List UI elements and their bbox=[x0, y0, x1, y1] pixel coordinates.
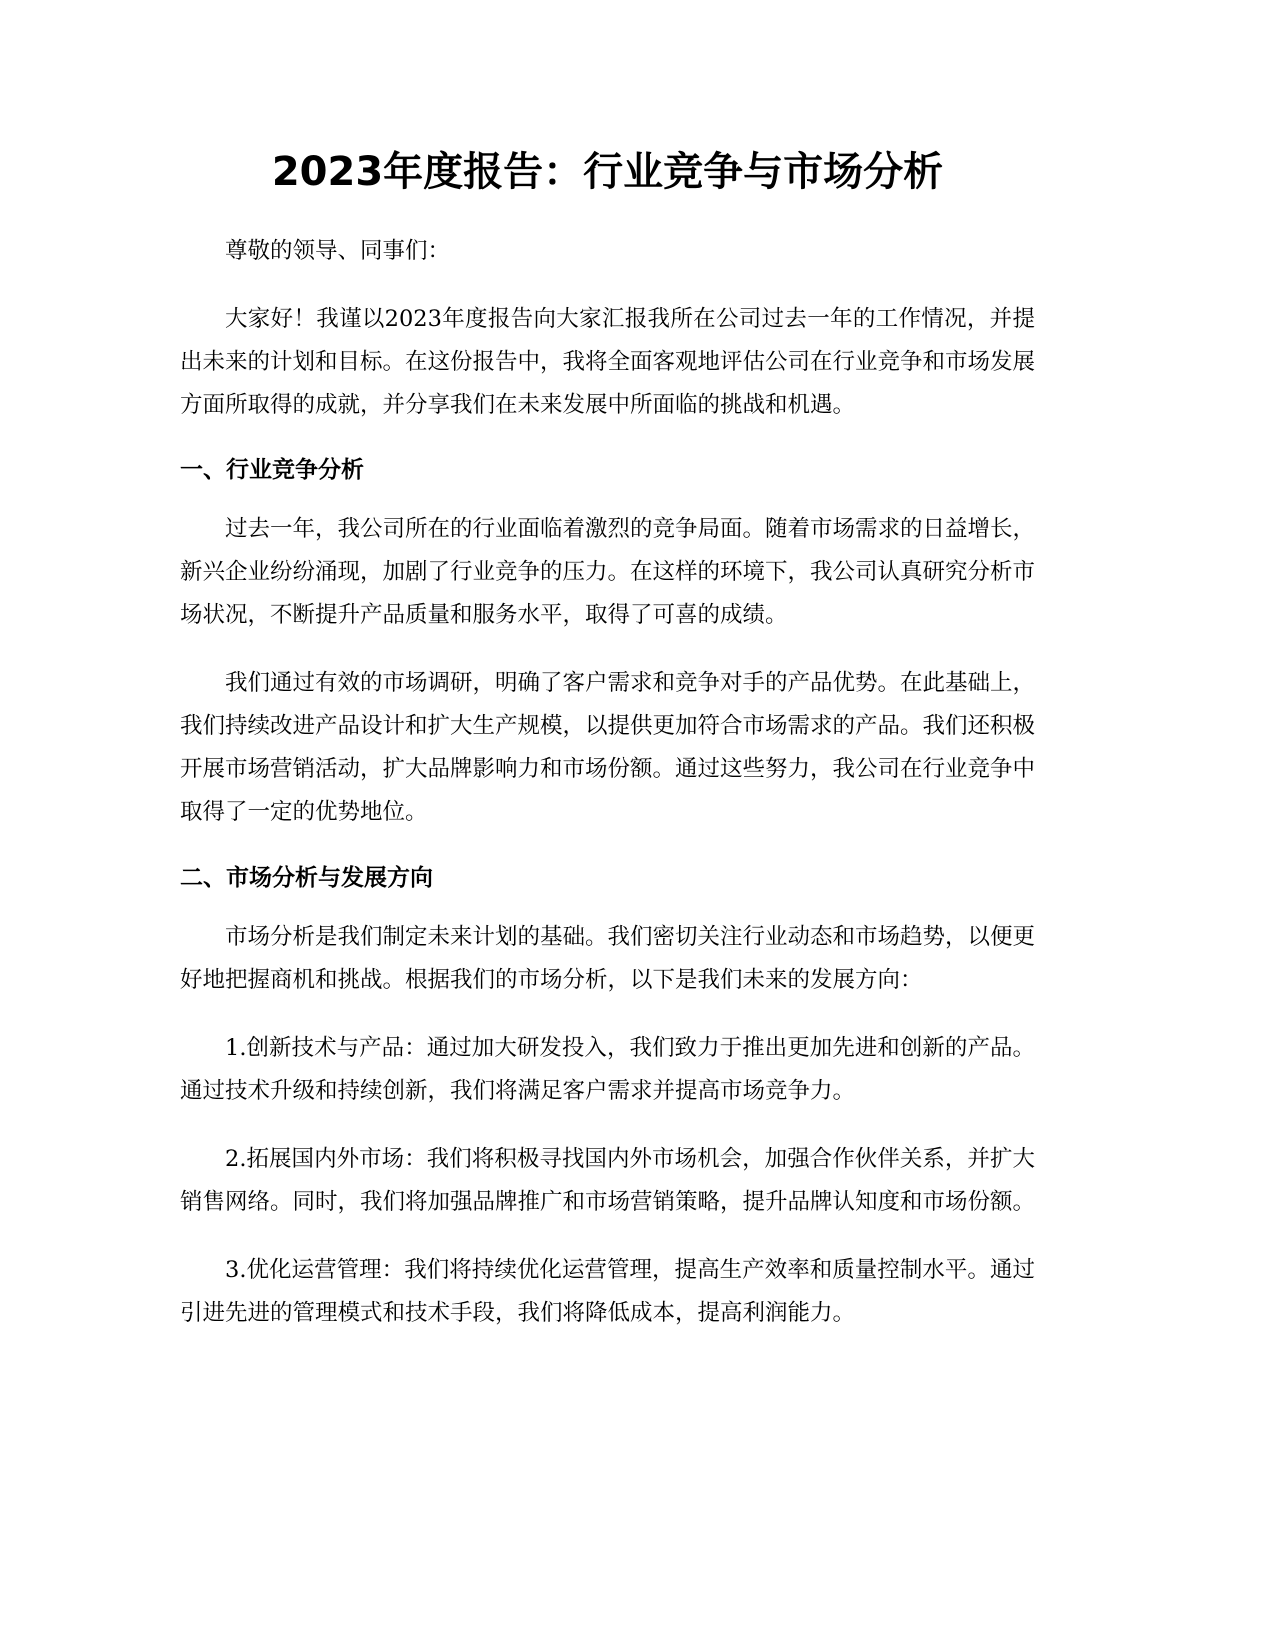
section2-list-item-2: 2.拓展国内外市场：我们将积极寻找国内外市场机会，加强合作伙伴关系，并扩大销售网络。同时，我们将加强品牌推广和市场营销策略，提升品牌认知度和市场份额。 bbox=[180, 1146, 1036, 1215]
intro-paragraph: 大家好！我谨以2023年度报告向大家汇报我所在公司过去一年的工作情况，并提出未来的计划和目标。在这份报告中，我将全面客观地评估公司在行业竞争和市场发展方面所取得的成就，并分享我们在未来发展中所面临的挑战和机遇。 bbox=[180, 306, 1036, 418]
section1-paragraph-2: 我们通过有效的市场调研，明确了客户需求和竞争对手的产品优势。在此基础上，我们持续改进产品设计和扩大生产规模，以提供更加符合市场需求的产品。我们还积极开展市场营销活动，扩大品牌影响力和市场份额。通过这些努力，我公司在行业竞争中取得了一定的优势地位。 bbox=[180, 670, 1036, 825]
section2-list-item-3: 3.优化运营管理：我们将持续优化运营管理，提高生产效率和质量控制水平。通过引进先进的管理模式和技术手段，我们将降低成本，提高利润能力。 bbox=[180, 1257, 1035, 1326]
section-heading-industry-competition: 一、行业竞争分析 bbox=[180, 457, 364, 483]
document-title: 2023年度报告：行业竞争与市场分析 bbox=[271, 149, 944, 195]
section2-paragraph-1: 市场分析是我们制定未来计划的基础。我们密切关注行业动态和市场趋势，以便更好地把握商机和挑战。根据我们的市场分析，以下是我们未来的发展方向： bbox=[180, 924, 1036, 993]
section2-list-item-1: 1.创新技术与产品：通过加大研发投入，我们致力于推出更加先进和创新的产品。通过技术升级和持续创新，我们将满足客户需求并提高市场竞争力。 bbox=[180, 1035, 1035, 1104]
document-page bbox=[180, 140, 1035, 1335]
salutation: 尊敬的领导、同事们： bbox=[225, 238, 451, 264]
section-heading-market-analysis: 二、市场分析与发展方向 bbox=[180, 865, 433, 891]
section1-paragraph-1: 过去一年，我公司所在的行业面临着激烈的竞争局面。随着市场需求的日益增长，新兴企业纷纷涌现，加剧了行业竞争的压力。在这样的环境下，我公司认真研究分析市场状况，不断提升产品质量和服务水平，取得了可喜的成绩。 bbox=[180, 516, 1036, 628]
